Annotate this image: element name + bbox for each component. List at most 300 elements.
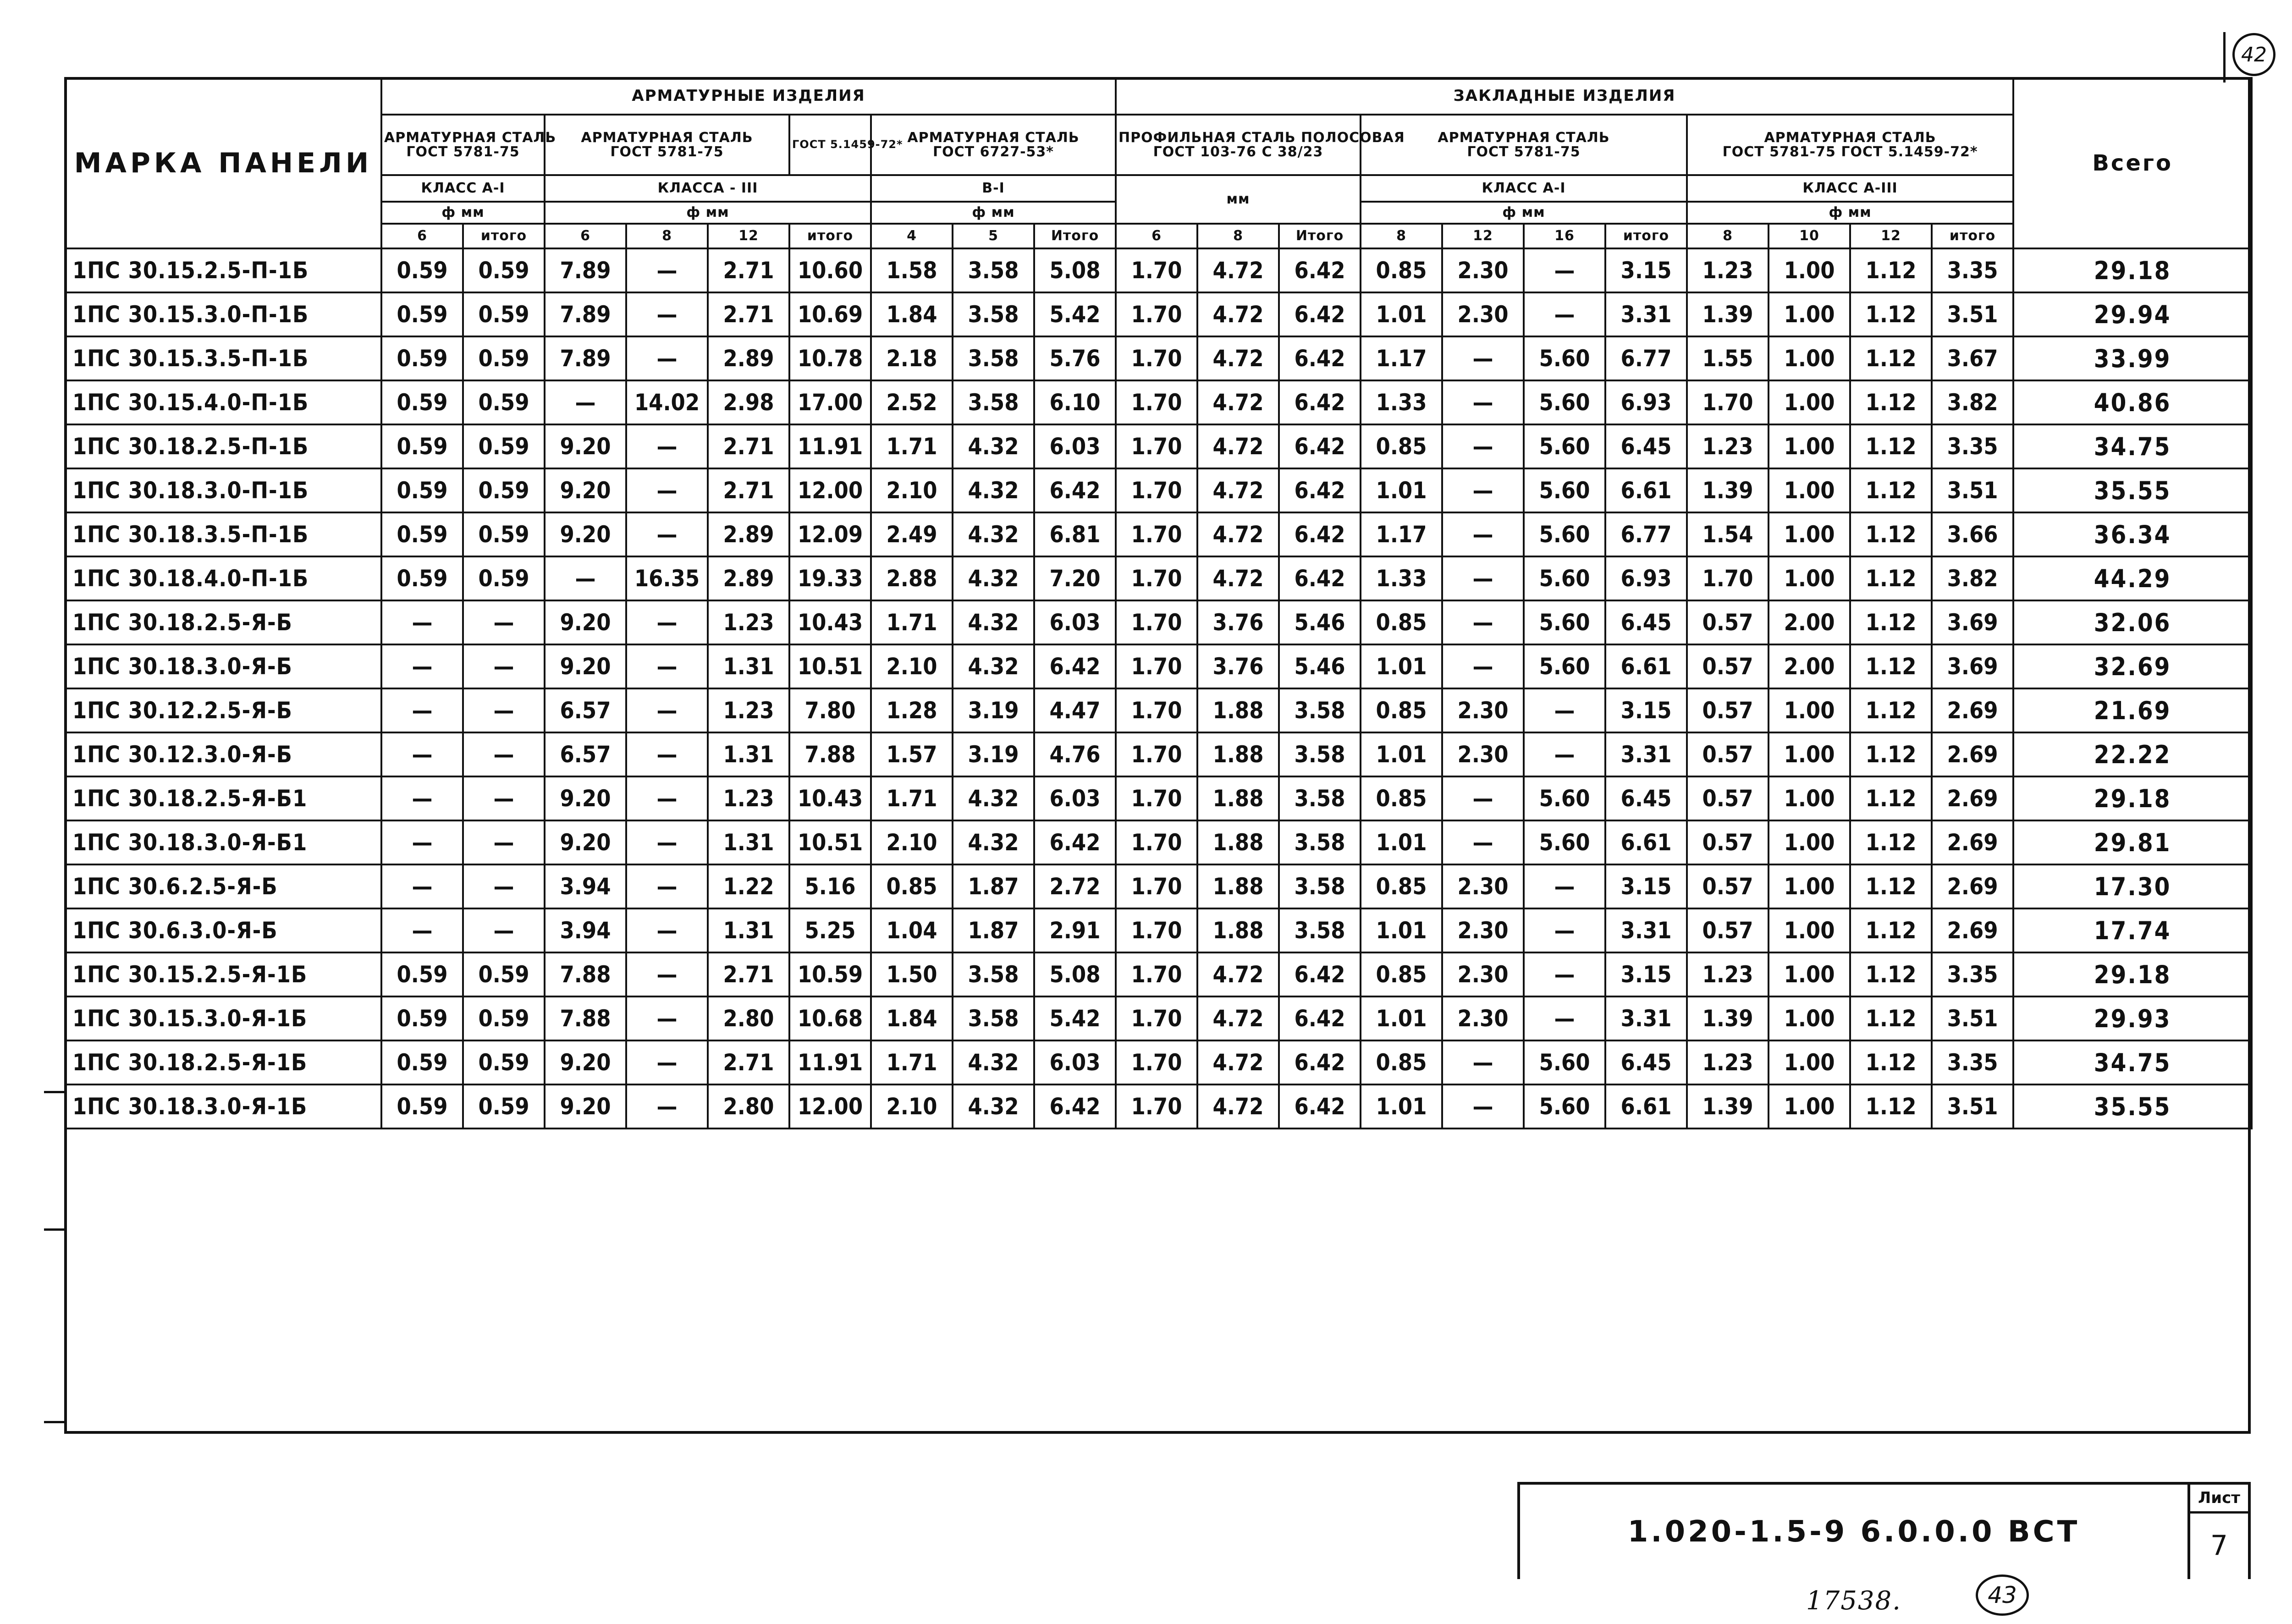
value-cell: 5.60	[1524, 820, 1605, 864]
header-col: итого	[1605, 224, 1687, 248]
value-cell: 19.33	[789, 556, 871, 600]
value-cell: 1.12	[1850, 732, 1932, 776]
value-cell: 1.70	[1116, 820, 1197, 864]
value-cell: 1.71	[871, 600, 953, 644]
value-cell: 12.09	[789, 512, 871, 556]
value-cell: 3.35	[1932, 424, 2013, 468]
value-cell: —	[1524, 996, 1605, 1040]
value-cell: 1.71	[871, 1040, 953, 1085]
value-cell: 3.58	[1279, 776, 1361, 820]
header-col: 8	[1361, 224, 1442, 248]
header-g5-class: КЛАСС А-I	[1361, 175, 1687, 202]
value-cell: 2.69	[1932, 776, 2013, 820]
total-cell: 35.55	[2013, 1085, 2252, 1129]
value-cell: 1.12	[1850, 292, 1932, 336]
value-cell: 5.60	[1524, 776, 1605, 820]
header-mark: МАРКА ПАНЕЛИ	[65, 78, 381, 248]
value-cell: 6.42	[1279, 468, 1361, 512]
value-cell: 1.12	[1850, 424, 1932, 468]
value-cell: 1.23	[1687, 248, 1769, 292]
value-cell: —	[1442, 1040, 1524, 1085]
value-cell: —	[1524, 732, 1605, 776]
value-cell: 3.15	[1605, 864, 1687, 908]
value-cell: 1.70	[1116, 468, 1197, 512]
value-cell: —	[463, 776, 545, 820]
value-cell: 1.00	[1769, 732, 1850, 776]
value-cell: 4.72	[1197, 424, 1279, 468]
value-cell: 0.59	[381, 556, 463, 600]
value-cell: 6.45	[1605, 776, 1687, 820]
value-cell: 1.39	[1687, 1085, 1769, 1129]
value-cell: 9.20	[545, 644, 626, 688]
value-cell: 0.59	[463, 556, 545, 600]
value-cell: 1.00	[1769, 292, 1850, 336]
header-reinforcement-group: АРМАТУРНЫЕ ИЗДЕЛИЯ	[381, 78, 1116, 115]
value-cell: 1.70	[1116, 996, 1197, 1040]
value-cell: 3.15	[1605, 952, 1687, 996]
value-cell: 5.16	[789, 864, 871, 908]
value-cell: 14.02	[626, 380, 708, 424]
value-cell: 10.59	[789, 952, 871, 996]
value-cell: —	[1524, 864, 1605, 908]
value-cell: 5.08	[1034, 952, 1116, 996]
table-row	[65, 688, 2252, 732]
value-cell: —	[1442, 644, 1524, 688]
sheet-label: Лист	[2190, 1485, 2248, 1514]
value-cell: 6.81	[1034, 512, 1116, 556]
value-cell: 0.57	[1687, 864, 1769, 908]
value-cell: —	[626, 776, 708, 820]
panel-mark-cell: 1ПС 30.18.2.5-П-1Б	[65, 424, 381, 468]
value-cell: 1.12	[1850, 996, 1932, 1040]
value-cell: —	[626, 292, 708, 336]
value-cell: 10.51	[789, 644, 871, 688]
value-cell: 1.00	[1769, 512, 1850, 556]
value-cell: 6.42	[1034, 644, 1116, 688]
value-cell: 2.69	[1932, 908, 2013, 952]
value-cell: 6.45	[1605, 424, 1687, 468]
value-cell: 3.58	[1279, 864, 1361, 908]
value-cell: 7.89	[545, 292, 626, 336]
value-cell: 1.39	[1687, 468, 1769, 512]
value-cell: 0.85	[1361, 952, 1442, 996]
total-cell: 17.74	[2013, 908, 2252, 952]
value-cell: 1.01	[1361, 644, 1442, 688]
value-cell: —	[381, 644, 463, 688]
value-cell: 5.60	[1524, 336, 1605, 380]
value-cell: 0.59	[381, 336, 463, 380]
value-cell: 0.57	[1687, 776, 1769, 820]
value-cell: 1.88	[1197, 908, 1279, 952]
margin-tick	[44, 1421, 64, 1423]
value-cell: 1.70	[1687, 380, 1769, 424]
value-cell: 0.59	[463, 512, 545, 556]
total-cell: 29.93	[2013, 996, 2252, 1040]
value-cell: 1.31	[708, 908, 789, 952]
value-cell: 1.00	[1769, 380, 1850, 424]
value-cell: 3.15	[1605, 248, 1687, 292]
value-cell: —	[381, 776, 463, 820]
value-cell: 6.42	[1034, 820, 1116, 864]
value-cell: 6.42	[1279, 336, 1361, 380]
value-cell: 1.00	[1769, 1085, 1850, 1129]
value-cell: 0.85	[1361, 864, 1442, 908]
value-cell: 5.60	[1524, 600, 1605, 644]
value-cell: 1.70	[1116, 336, 1197, 380]
value-cell: 10.43	[789, 776, 871, 820]
value-cell: 1.87	[953, 864, 1034, 908]
value-cell: 6.42	[1034, 1085, 1116, 1129]
value-cell: 0.57	[1687, 644, 1769, 688]
value-cell: 1.70	[1116, 952, 1197, 996]
value-cell: —	[1442, 1085, 1524, 1129]
value-cell: 1.23	[1687, 424, 1769, 468]
value-cell: 3.58	[1279, 820, 1361, 864]
value-cell: 1.00	[1769, 952, 1850, 996]
value-cell: 1.01	[1361, 996, 1442, 1040]
header-col: 12	[1442, 224, 1524, 248]
value-cell: 1.84	[871, 996, 953, 1040]
value-cell: 1.00	[1769, 424, 1850, 468]
header-col: 6	[1116, 224, 1197, 248]
value-cell: —	[463, 820, 545, 864]
header-g4-dia: мм	[1116, 175, 1361, 224]
total-cell: 40.86	[2013, 380, 2252, 424]
value-cell: 4.32	[953, 644, 1034, 688]
value-cell: 0.59	[381, 248, 463, 292]
title-block-code: 1.020-1.5-9 6.0.0.0 ВСТ	[1517, 1482, 2187, 1579]
value-cell: 1.50	[871, 952, 953, 996]
value-cell: —	[1442, 336, 1524, 380]
panel-mark-cell: 1ПС 30.18.3.0-Я-Б1	[65, 820, 381, 864]
header-g6-dia: ф мм	[1687, 202, 2013, 224]
value-cell: 2.91	[1034, 908, 1116, 952]
value-cell: 2.30	[1442, 732, 1524, 776]
value-cell: 4.72	[1197, 1085, 1279, 1129]
header-g1-dia: ф мм	[381, 202, 545, 224]
header-g2-dia: ф мм	[545, 202, 871, 224]
value-cell: 6.10	[1034, 380, 1116, 424]
value-cell: —	[1442, 468, 1524, 512]
value-cell: 9.20	[545, 1040, 626, 1085]
table-row	[65, 732, 2252, 776]
value-cell: 6.03	[1034, 424, 1116, 468]
value-cell: 12.00	[789, 468, 871, 512]
panel-mark-cell: 1ПС 30.12.3.0-Я-Б	[65, 732, 381, 776]
value-cell: 7.88	[545, 996, 626, 1040]
value-cell: 0.59	[463, 424, 545, 468]
value-cell: 2.10	[871, 468, 953, 512]
value-cell: 10.51	[789, 820, 871, 864]
value-cell: 2.71	[708, 952, 789, 996]
value-cell: 2.49	[871, 512, 953, 556]
value-cell: 0.57	[1687, 600, 1769, 644]
value-cell: 1.12	[1850, 336, 1932, 380]
value-cell: 0.57	[1687, 688, 1769, 732]
value-cell: 4.76	[1034, 732, 1116, 776]
value-cell: 2.18	[871, 336, 953, 380]
total-cell: 35.55	[2013, 468, 2252, 512]
value-cell: 1.57	[871, 732, 953, 776]
value-cell: —	[463, 908, 545, 952]
value-cell: 7.89	[545, 336, 626, 380]
value-cell: 1.28	[871, 688, 953, 732]
value-cell: 0.85	[1361, 776, 1442, 820]
value-cell: 7.80	[789, 688, 871, 732]
header-g2-class: КЛАССА - III	[545, 175, 871, 202]
value-cell: —	[1442, 600, 1524, 644]
value-cell: 0.59	[463, 1085, 545, 1129]
value-cell: —	[381, 820, 463, 864]
panel-mark-cell: 1ПС 30.18.3.0-П-1Б	[65, 468, 381, 512]
value-cell: 7.88	[545, 952, 626, 996]
value-cell: 3.58	[953, 336, 1034, 380]
value-cell: 3.58	[1279, 732, 1361, 776]
value-cell: —	[1524, 952, 1605, 996]
panel-mark-cell: 1ПС 30.15.3.0-Я-1Б	[65, 996, 381, 1040]
value-cell: 9.20	[545, 600, 626, 644]
value-cell: —	[626, 424, 708, 468]
value-cell: 4.72	[1197, 1040, 1279, 1085]
value-cell: 6.61	[1605, 468, 1687, 512]
table-row	[65, 952, 2252, 996]
value-cell: 1.04	[871, 908, 953, 952]
panel-mark-cell: 1ПС 30.18.3.5-П-1Б	[65, 512, 381, 556]
value-cell: 3.82	[1932, 556, 2013, 600]
value-cell: —	[1442, 424, 1524, 468]
value-cell: 3.66	[1932, 512, 2013, 556]
header-col: Итого	[1034, 224, 1116, 248]
value-cell: 2.30	[1442, 292, 1524, 336]
value-cell: 1.00	[1769, 996, 1850, 1040]
value-cell: 4.32	[953, 512, 1034, 556]
value-cell: —	[381, 688, 463, 732]
value-cell: 5.60	[1524, 556, 1605, 600]
value-cell: 1.12	[1850, 864, 1932, 908]
table-row	[65, 424, 2252, 468]
value-cell: 1.23	[708, 776, 789, 820]
value-cell: 1.70	[1116, 380, 1197, 424]
value-cell: 0.59	[463, 248, 545, 292]
value-cell: 0.57	[1687, 908, 1769, 952]
value-cell: 3.31	[1605, 908, 1687, 952]
value-cell: —	[463, 732, 545, 776]
value-cell: 1.01	[1361, 1085, 1442, 1129]
value-cell: 0.59	[463, 952, 545, 996]
value-cell: 3.67	[1932, 336, 2013, 380]
value-cell: 3.94	[545, 908, 626, 952]
value-cell: 1.00	[1769, 1040, 1850, 1085]
value-cell: 1.39	[1687, 292, 1769, 336]
value-cell: —	[381, 600, 463, 644]
value-cell: —	[626, 908, 708, 952]
value-cell: 6.61	[1605, 820, 1687, 864]
value-cell: 6.93	[1605, 556, 1687, 600]
value-cell: —	[626, 688, 708, 732]
value-cell: 11.91	[789, 424, 871, 468]
value-cell: 12.00	[789, 1085, 871, 1129]
value-cell: 6.42	[1279, 380, 1361, 424]
value-cell: 2.88	[871, 556, 953, 600]
header-g2-steel: АРМАТУРНАЯ СТАЛЬ ГОСТ 5781-75	[545, 115, 789, 175]
value-cell: 1.12	[1850, 600, 1932, 644]
panel-mark-cell: 1ПС 30.15.3.0-П-1Б	[65, 292, 381, 336]
value-cell: 7.89	[545, 248, 626, 292]
value-cell: 4.72	[1197, 336, 1279, 380]
panel-mark-cell: 1ПС 30.18.2.5-Я-1Б	[65, 1040, 381, 1085]
value-cell: 2.52	[871, 380, 953, 424]
value-cell: 1.71	[871, 424, 953, 468]
value-cell: 1.12	[1850, 248, 1932, 292]
value-cell: 3.69	[1932, 644, 2013, 688]
value-cell: —	[626, 1040, 708, 1085]
table-row	[65, 512, 2252, 556]
panel-mark-cell: 1ПС 30.18.2.5-Я-Б	[65, 600, 381, 644]
value-cell: 1.39	[1687, 996, 1769, 1040]
value-cell: 0.85	[1361, 1040, 1442, 1085]
header-col: Итого	[1279, 224, 1361, 248]
value-cell: 1.12	[1850, 1040, 1932, 1085]
panel-mark-cell: 1ПС 30.18.3.0-Я-1Б	[65, 1085, 381, 1129]
value-cell: 1.88	[1197, 864, 1279, 908]
value-cell: 0.85	[871, 864, 953, 908]
value-cell: 0.59	[381, 952, 463, 996]
value-cell: 1.00	[1769, 820, 1850, 864]
value-cell: 17.00	[789, 380, 871, 424]
table-row	[65, 1040, 2252, 1085]
value-cell: 3.58	[953, 292, 1034, 336]
value-cell: 1.88	[1197, 776, 1279, 820]
value-cell: 2.72	[1034, 864, 1116, 908]
value-cell: 3.58	[953, 248, 1034, 292]
value-cell: 5.42	[1034, 996, 1116, 1040]
value-cell: 3.51	[1932, 468, 2013, 512]
value-cell: 6.61	[1605, 644, 1687, 688]
value-cell: —	[626, 952, 708, 996]
value-cell: 3.31	[1605, 732, 1687, 776]
value-cell: 6.42	[1279, 512, 1361, 556]
value-cell: —	[463, 864, 545, 908]
value-cell: —	[545, 380, 626, 424]
specification-table	[64, 77, 2253, 1129]
header-col: итого	[1932, 224, 2013, 248]
value-cell: 1.58	[871, 248, 953, 292]
value-cell: 1.00	[1769, 908, 1850, 952]
value-cell: 2.30	[1442, 908, 1524, 952]
value-cell: 5.60	[1524, 512, 1605, 556]
inventory-number: 17538.	[1806, 1586, 1901, 1616]
value-cell: 2.98	[708, 380, 789, 424]
value-cell: 4.72	[1197, 556, 1279, 600]
value-cell: 1.70	[1687, 556, 1769, 600]
value-cell: 4.32	[953, 776, 1034, 820]
value-cell: 1.88	[1197, 820, 1279, 864]
value-cell: 0.57	[1687, 732, 1769, 776]
value-cell: —	[626, 512, 708, 556]
value-cell: 2.30	[1442, 864, 1524, 908]
value-cell: —	[1524, 248, 1605, 292]
table-row	[65, 380, 2252, 424]
value-cell: 0.59	[381, 424, 463, 468]
value-cell: 2.89	[708, 556, 789, 600]
value-cell: 1.70	[1116, 1085, 1197, 1129]
value-cell: 6.42	[1279, 996, 1361, 1040]
value-cell: 9.20	[545, 424, 626, 468]
value-cell: 2.89	[708, 336, 789, 380]
value-cell: 6.61	[1605, 1085, 1687, 1129]
value-cell: 1.12	[1850, 820, 1932, 864]
header-col: 12	[708, 224, 789, 248]
value-cell: 1.00	[1769, 336, 1850, 380]
value-cell: 6.77	[1605, 512, 1687, 556]
value-cell: 4.32	[953, 468, 1034, 512]
value-cell: 4.32	[953, 820, 1034, 864]
value-cell: —	[1524, 908, 1605, 952]
margin-tick	[44, 1228, 64, 1231]
value-cell: 11.91	[789, 1040, 871, 1085]
table-row	[65, 292, 2252, 336]
value-cell: 5.46	[1279, 600, 1361, 644]
value-cell: 1.12	[1850, 556, 1932, 600]
value-cell: 3.58	[1279, 688, 1361, 732]
value-cell: 2.89	[708, 512, 789, 556]
panel-mark-cell: 1ПС 30.15.2.5-Я-1Б	[65, 952, 381, 996]
value-cell: 2.71	[708, 468, 789, 512]
value-cell: —	[381, 732, 463, 776]
value-cell: 0.59	[381, 380, 463, 424]
header-g6-steel: АРМАТУРНАЯ СТАЛЬ ГОСТ 5781-75 ГОСТ 5.1459-72*	[1687, 115, 2013, 175]
value-cell: 2.30	[1442, 952, 1524, 996]
value-cell: 10.69	[789, 292, 871, 336]
value-cell: 5.76	[1034, 336, 1116, 380]
value-cell: 2.80	[708, 996, 789, 1040]
value-cell: 1.31	[708, 820, 789, 864]
value-cell: 2.71	[708, 1040, 789, 1085]
header-col: 6	[545, 224, 626, 248]
value-cell: 6.57	[545, 688, 626, 732]
total-cell: 22.22	[2013, 732, 2252, 776]
table-body	[65, 248, 2252, 1129]
value-cell: 6.42	[1279, 248, 1361, 292]
value-cell: 1.70	[1116, 248, 1197, 292]
value-cell: 1.31	[708, 644, 789, 688]
value-cell: 1.31	[708, 732, 789, 776]
value-cell: 2.10	[871, 820, 953, 864]
total-cell: 29.18	[2013, 776, 2252, 820]
value-cell: —	[626, 1085, 708, 1129]
value-cell: 4.32	[953, 1085, 1034, 1129]
page-number-bottom: 43	[1976, 1574, 2029, 1616]
value-cell: 4.32	[953, 556, 1034, 600]
value-cell: 1.70	[1116, 688, 1197, 732]
header-g3-class: В-I	[871, 175, 1116, 202]
value-cell: —	[463, 600, 545, 644]
value-cell: 0.85	[1361, 688, 1442, 732]
value-cell: 5.60	[1524, 468, 1605, 512]
value-cell: 1.12	[1850, 644, 1932, 688]
table-row	[65, 248, 2252, 292]
value-cell: 2.80	[708, 1085, 789, 1129]
value-cell: 0.59	[463, 292, 545, 336]
value-cell: —	[1524, 688, 1605, 732]
value-cell: 2.71	[708, 424, 789, 468]
value-cell: 5.08	[1034, 248, 1116, 292]
value-cell: 3.51	[1932, 1085, 2013, 1129]
value-cell: 3.51	[1932, 292, 2013, 336]
panel-mark-cell: 1ПС 30.15.3.5-П-1Б	[65, 336, 381, 380]
value-cell: 4.72	[1197, 996, 1279, 1040]
table-row	[65, 468, 2252, 512]
